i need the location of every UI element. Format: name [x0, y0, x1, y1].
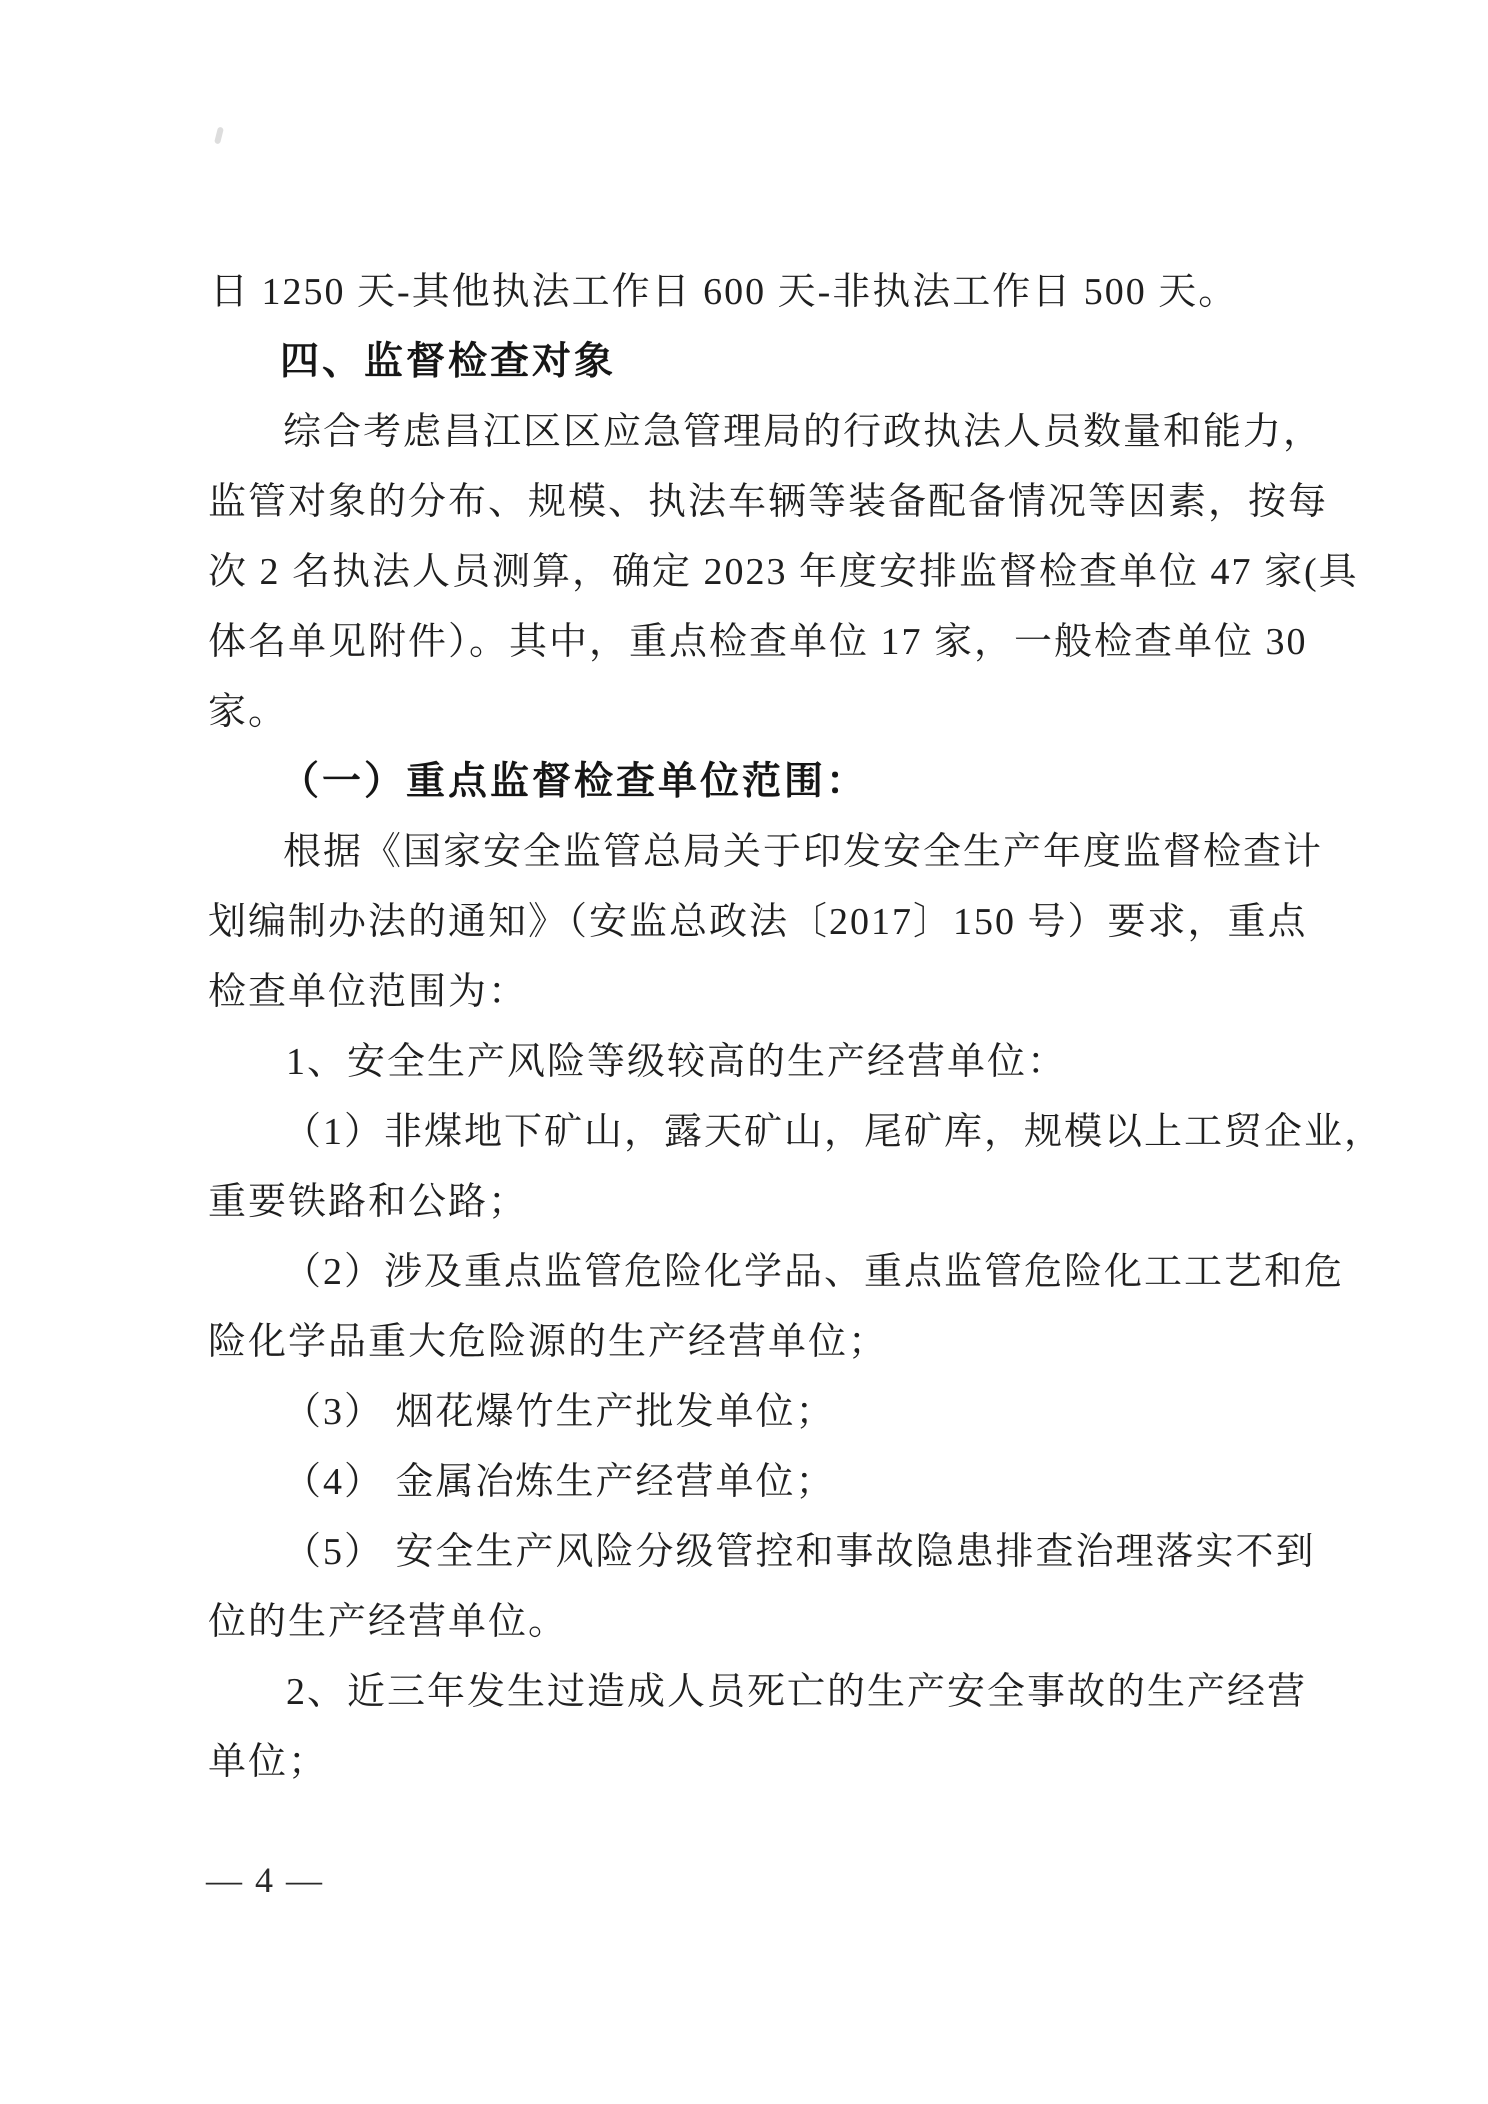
- section-heading: 四、监督检查对象: [280, 340, 617, 383]
- body-text-line: 划编制办法的通知》（安监总政法〔2017〕150 号）要求，重点: [208, 901, 1308, 943]
- body-text-line: 根据《国家安全监管总局关于印发安全生产年度监督检查计: [283, 831, 1324, 873]
- body-text-line: 家。: [208, 691, 289, 733]
- list-item-line: （3） 烟花爆竹生产批发单位；: [283, 1391, 836, 1433]
- scan-artifact-smudge: [214, 127, 224, 145]
- list-item-line: （4） 金属冶炼生产经营单位；: [283, 1461, 836, 1503]
- list-item-line: （5） 安全生产风险分级管控和事故隐患排查治理落实不到: [283, 1531, 1316, 1573]
- body-text-line: 位的生产经营单位。: [208, 1601, 569, 1643]
- subsection-heading: （一）重点监督检查单位范围：: [280, 760, 869, 803]
- body-text-line: 体名单见附件）。其中，重点检查单位 17 家，一般检查单位 30: [208, 621, 1308, 663]
- body-text-line: 次 2 名执法人员测算，确定 2023 年度安排监督检查单位 47 家(具: [208, 551, 1359, 593]
- list-item-line: （2）涉及重点监管危险化学品、重点监管危险化工工艺和危: [283, 1251, 1345, 1293]
- list-item-line: 2、近三年发生过造成人员死亡的生产安全事故的生产经营: [286, 1671, 1308, 1713]
- body-text-line: 日 1250 天-其他执法工作日 600 天-非执法工作日 500 天。: [210, 271, 1239, 313]
- list-item-line: 1、安全生产风险等级较高的生产经营单位：: [286, 1041, 1068, 1083]
- body-text-line: 单位；: [208, 1741, 329, 1783]
- body-text-line: 综合考虑昌江区区应急管理局的行政执法人员数量和能力，: [283, 411, 1324, 453]
- page-number-footer: — 4 —: [206, 1860, 324, 1900]
- list-item-line: （1）非煤地下矿山，露天矿山，尾矿库，规模以上工贸企业，: [283, 1111, 1385, 1153]
- body-text-line: 险化学品重大危险源的生产经营单位；: [208, 1321, 889, 1363]
- body-text-line: 重要铁路和公路；: [208, 1181, 529, 1223]
- body-text-line: 检查单位范围为：: [208, 971, 529, 1013]
- body-text-line: 监管对象的分布、规模、执法车辆等装备配备情况等因素，按每: [208, 481, 1329, 523]
